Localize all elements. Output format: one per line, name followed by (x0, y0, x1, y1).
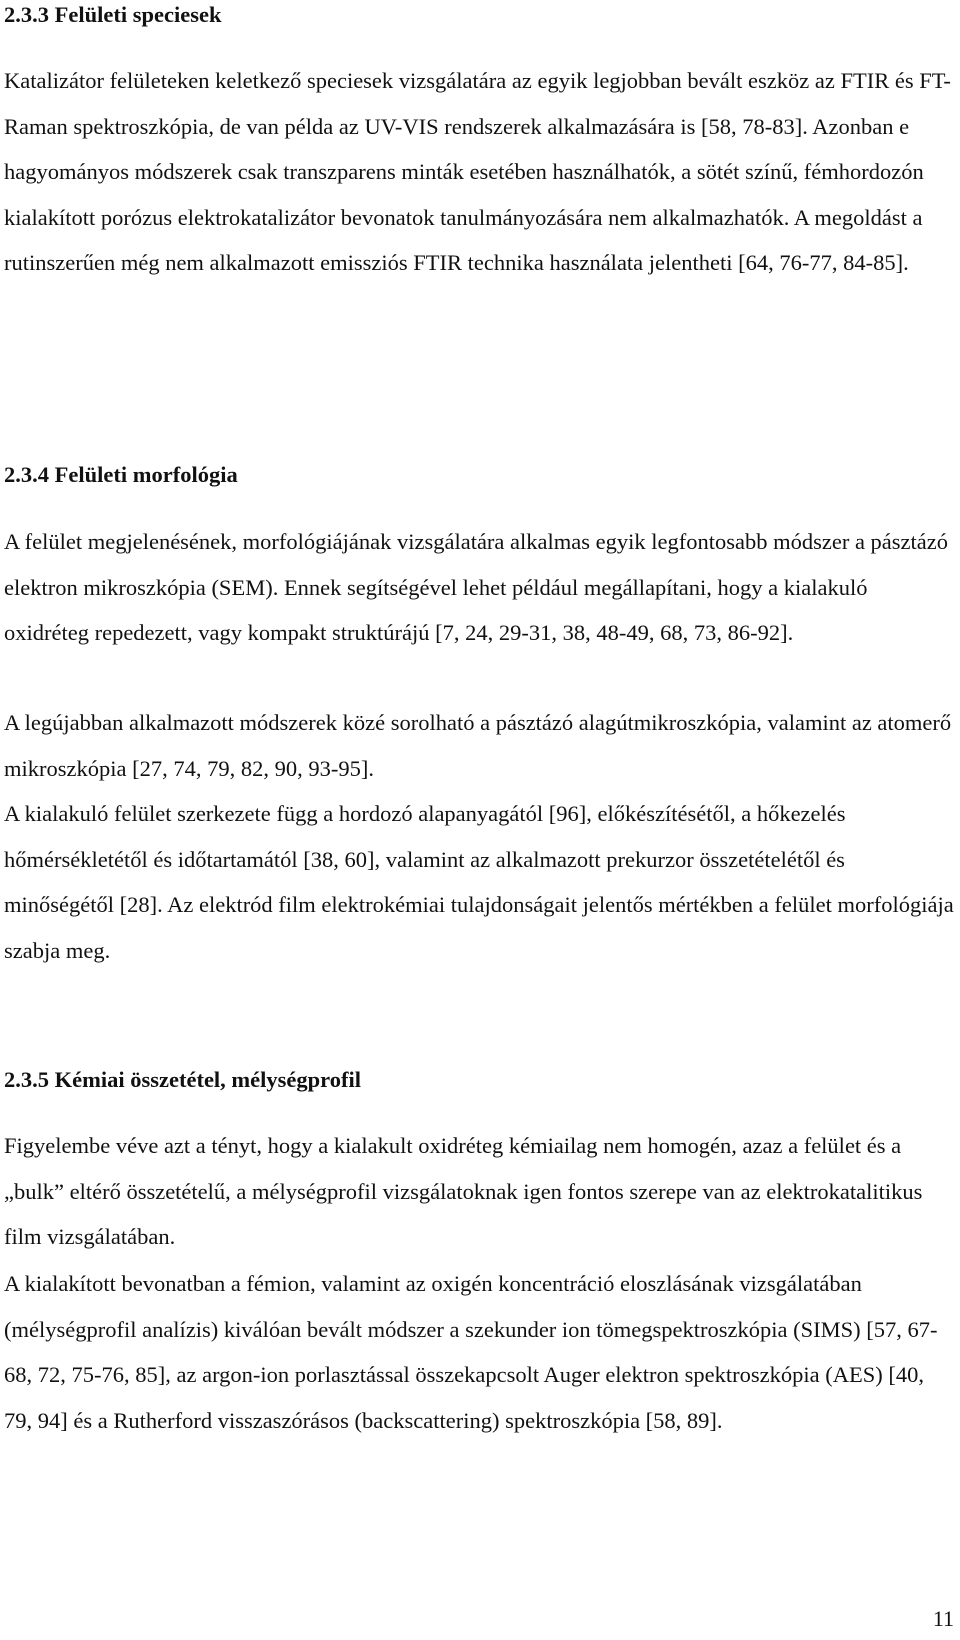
paragraph-sims-aes: A kialakított bevonatban a fémion, valamint az oxigén koncentráció eloszlásának vizsgálatában (mélységprofil analízis) kiválóan bevált módszer a szekunder ion tömegspektroszkópia (SIMS) [57, 67-68, 72, 75-76, 85], az argon-ion porlasztással összekapcsolt Auger elektron spektroszkópia (AES) [40, 79, 94] és a Rutherford visszaszórásos (backscattering) spektroszkópia [58, 89]. (4, 1271, 938, 1433)
paragraph-felulet-szerkezete: A kialakuló felület szerkezete függ a hordozó alapanyagától [96], előkészítésétől, a hőkezelés hőmérsékletétől és időtartamától [38, 60], valamint az alkalmazott prekurzor összetételétől és minőségétől [28]. Az elektród film elektrokémiai tulajdonságait jelentős mértékben a felület morfológiája szabja meg. (4, 801, 954, 963)
paragraph-melysegprofil: Figyelembe véve azt a tényt, hogy a kialakult oxidréteg kémiailag nem homogén, azaz a felület és a „bulk” eltérő összetételű, a mélységprofil vizsgálatoknak igen fontos szerepe van az elektrokatalitikus film vizsgálatában. (4, 1133, 923, 1249)
page-number: 11 (932, 1606, 954, 1631)
section-heading-feluleti-speciesek: 2.3.3 Felületi speciesek (4, 2, 222, 27)
paragraph-stm-afm: A legújabban alkalmazott módszerek közé sorolható a pásztázó alagútmikroszkópia, valamint az atomerő mikroszkópia [27, 74, 79, 82, 90, 93-95]. (4, 710, 952, 781)
section-heading-feluleti-morfologia: 2.3.4 Felületi morfológia (4, 462, 238, 487)
section-heading-kemiai-osszetetel: 2.3.5 Kémiai összetétel, mélységprofil (4, 1067, 361, 1092)
paragraph-feluleti-speciesek: Katalizátor felületeken keletkező speciesek vizsgálatára az egyik legjobban bevált eszköz az FTIR és FT-Raman spektroszkópia, de van példa az UV-VIS rendszerek alkalmazására is [58, 78-83]. Azonban e hagyományos módszerek csak transzparens minták esetében használhatók, a sötét színű, fémhordozón kialakított porózus elektrokatalizátor bevonatok tanulmányozására nem alkalmazhatók. A megoldást a rutinszerűen még nem alkalmazott emissziós FTIR technika használata jelentheti [64, 76-77, 84-85]. (4, 68, 951, 275)
paragraph-sem: A felület megjelenésének, morfológiájának vizsgálatára alkalmas egyik legfontosabb módszer a pásztázó elektron mikroszkópia (SEM). Ennek segítségével lehet például megállapítani, hogy a kialakuló oxidréteg repedezett, vagy kompakt struktúrájú [7, 24, 29-31, 38, 48-49, 68, 73, 86-92]. (4, 529, 949, 645)
